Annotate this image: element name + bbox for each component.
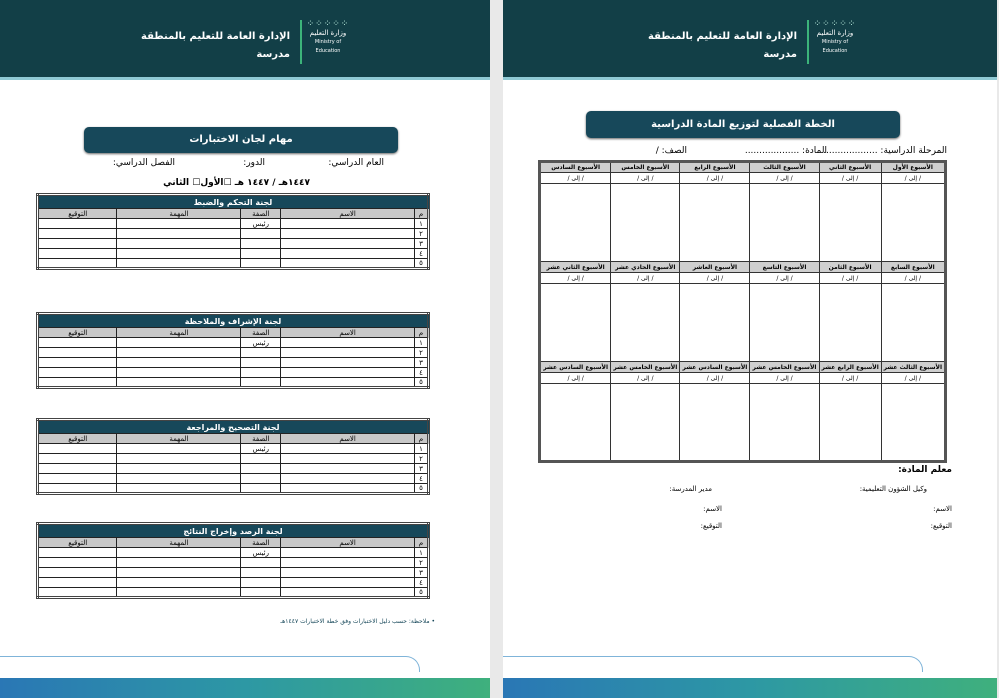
row-number: ١ bbox=[415, 219, 429, 229]
role-cell[interactable] bbox=[241, 484, 281, 494]
ministry-logo: ⁘⁘⁘⁘⁘ وزارة التعليم Ministry of Education bbox=[813, 19, 857, 54]
week-title: الأسبوع السابع bbox=[881, 262, 945, 273]
week-body-row bbox=[540, 384, 946, 462]
committee-table bbox=[36, 193, 430, 270]
task-cell[interactable] bbox=[117, 454, 241, 464]
table-row bbox=[38, 464, 429, 474]
row-number: ٣ bbox=[415, 464, 429, 474]
column-header: الاسم bbox=[281, 328, 415, 338]
task-cell[interactable] bbox=[117, 444, 241, 454]
week-title: الأسبوع الثاني bbox=[819, 162, 881, 173]
week-content-cell[interactable] bbox=[750, 184, 819, 262]
directorate-text: الإدارة العامة للتعليم بالمنطقة مدرسة bbox=[648, 31, 797, 60]
table-row bbox=[38, 219, 429, 229]
row-number: ٣ bbox=[415, 358, 429, 368]
role-cell[interactable] bbox=[241, 568, 281, 578]
directorate-text: الإدارة العامة للتعليم بالمنطقة مدرسة bbox=[141, 31, 290, 60]
column-header: م bbox=[415, 209, 429, 219]
table-row bbox=[38, 548, 429, 558]
committee-table bbox=[36, 418, 430, 495]
week-content-cell[interactable] bbox=[540, 384, 611, 462]
table-row bbox=[38, 444, 429, 454]
row-number: ٤ bbox=[415, 578, 429, 588]
header-row bbox=[38, 328, 429, 338]
committee-title-row bbox=[38, 420, 429, 434]
task-cell[interactable] bbox=[117, 558, 241, 568]
week-date-range[interactable]: / إلى / bbox=[750, 373, 819, 384]
task-cell[interactable] bbox=[117, 588, 241, 598]
row-number: ٢ bbox=[415, 558, 429, 568]
column-header: الصفة bbox=[241, 209, 281, 219]
name-cell[interactable] bbox=[281, 358, 415, 368]
column-header: م bbox=[415, 328, 429, 338]
week-content-cell[interactable] bbox=[819, 184, 881, 262]
task-cell[interactable] bbox=[117, 548, 241, 558]
week-date-range[interactable]: / إلى / bbox=[611, 173, 680, 184]
week-content-cell[interactable] bbox=[680, 284, 750, 362]
column-header: التوقيع bbox=[38, 328, 117, 338]
name-cell[interactable] bbox=[281, 464, 415, 474]
year-label: العام الدراسي: bbox=[328, 158, 384, 168]
row-number: ١ bbox=[415, 444, 429, 454]
row-number: ٢ bbox=[415, 454, 429, 464]
week-title: الأسبوع الثالث عشر bbox=[881, 362, 945, 373]
signature-cell[interactable] bbox=[38, 578, 117, 588]
row-number: ٥ bbox=[415, 484, 429, 494]
page-header bbox=[0, 0, 490, 80]
role-cell[interactable] bbox=[241, 454, 281, 464]
week-title: الأسبوع السادس عشر bbox=[680, 362, 750, 373]
divider bbox=[300, 20, 302, 64]
signature-cell[interactable] bbox=[38, 474, 117, 484]
row-number: ٥ bbox=[415, 259, 429, 269]
week-title: الأسبوع الخامس عشر bbox=[611, 362, 680, 373]
signature-cell[interactable] bbox=[38, 259, 117, 269]
role-cell[interactable] bbox=[241, 474, 281, 484]
signature-cell[interactable] bbox=[38, 358, 117, 368]
week-date-range[interactable]: / إلى / bbox=[680, 273, 750, 284]
week-title: الأسبوع الثامن bbox=[819, 262, 881, 273]
committee-title-row bbox=[38, 195, 429, 209]
role-cell[interactable]: رئيس bbox=[241, 548, 281, 558]
week-header-row bbox=[540, 362, 946, 373]
week-date-row bbox=[540, 173, 946, 184]
task-cell[interactable] bbox=[117, 219, 241, 229]
week-title: الأسبوع الثالث bbox=[750, 162, 819, 173]
page-title: الخطة الفصلية لتوزيع المادة الدراسية bbox=[586, 111, 900, 138]
task-cell[interactable] bbox=[117, 378, 241, 388]
week-date-range[interactable]: / إلى / bbox=[881, 273, 945, 284]
name-cell[interactable] bbox=[281, 484, 415, 494]
column-header: المهمة bbox=[117, 538, 241, 548]
week-date-range[interactable]: / إلى / bbox=[680, 373, 750, 384]
table-row bbox=[38, 348, 429, 358]
signature-cell[interactable] bbox=[38, 249, 117, 259]
signature-cell[interactable] bbox=[38, 338, 117, 348]
role-cell[interactable]: رئيس bbox=[241, 338, 281, 348]
committee-table bbox=[36, 312, 430, 389]
committee-title: لجنة الرصد وإخراج النتائج bbox=[38, 524, 429, 538]
footer-band bbox=[503, 678, 997, 698]
table-row bbox=[38, 338, 429, 348]
committee-title: لجنة التحكم والضبط bbox=[38, 195, 429, 209]
week-date-range[interactable]: / إلى / bbox=[540, 273, 611, 284]
week-header-row bbox=[540, 162, 946, 173]
column-header: م bbox=[415, 434, 429, 444]
table-row bbox=[38, 454, 429, 464]
role-cell[interactable] bbox=[241, 578, 281, 588]
footer-curve bbox=[503, 656, 923, 672]
week-content-cell[interactable] bbox=[750, 284, 819, 362]
week-header-row bbox=[540, 262, 946, 273]
week-title: الأسبوع الأول bbox=[881, 162, 945, 173]
task-cell[interactable] bbox=[117, 568, 241, 578]
deputy-signature-label: التوقيع: bbox=[930, 522, 952, 530]
week-date-range[interactable]: / إلى / bbox=[680, 173, 750, 184]
column-header: الصفة bbox=[241, 328, 281, 338]
week-date-range[interactable]: / إلى / bbox=[881, 173, 945, 184]
dates-line: ١٤٤٧هـ / ١٤٤٧ هـ ☐الأول☐ الثاني bbox=[163, 178, 310, 188]
week-title: الأسبوع الرابع bbox=[680, 162, 750, 173]
name-cell[interactable] bbox=[281, 348, 415, 358]
week-content-cell[interactable] bbox=[540, 184, 611, 262]
term-label: الفصل الدراسي: bbox=[112, 158, 175, 168]
signature-cell[interactable] bbox=[38, 548, 117, 558]
week-date-range[interactable]: / إلى / bbox=[611, 373, 680, 384]
row-number: ٥ bbox=[415, 588, 429, 598]
table-row bbox=[38, 568, 429, 578]
table-row bbox=[38, 578, 429, 588]
committee-title: لجنة التصحيح والمراجعة bbox=[38, 420, 429, 434]
table-row bbox=[38, 249, 429, 259]
row-number: ٤ bbox=[415, 368, 429, 378]
signature-cell[interactable] bbox=[38, 568, 117, 578]
task-cell[interactable] bbox=[117, 229, 241, 239]
week-date-range[interactable]: / إلى / bbox=[881, 373, 945, 384]
role-cell[interactable] bbox=[241, 378, 281, 388]
column-header: التوقيع bbox=[38, 209, 117, 219]
page-header bbox=[503, 0, 997, 80]
name-cell[interactable] bbox=[281, 474, 415, 484]
class-label: الصف: / bbox=[655, 146, 687, 156]
column-header: الاسم bbox=[281, 209, 415, 219]
principal-name-label: الاسم: bbox=[703, 505, 722, 513]
principal-signature-label: التوقيع: bbox=[700, 522, 722, 530]
week-title: الأسبوع الخامس عشر bbox=[750, 362, 819, 373]
signature-cell[interactable] bbox=[38, 348, 117, 358]
week-date-range[interactable]: / إلى / bbox=[540, 173, 611, 184]
role-cell[interactable] bbox=[241, 588, 281, 598]
week-title: الأسبوع العاشر bbox=[680, 262, 750, 273]
row-number: ٤ bbox=[415, 474, 429, 484]
name-cell[interactable] bbox=[281, 444, 415, 454]
week-date-range[interactable]: / إلى / bbox=[819, 373, 881, 384]
role-cell[interactable] bbox=[241, 348, 281, 358]
name-cell[interactable] bbox=[281, 368, 415, 378]
week-title: الأسبوع الحادي عشر bbox=[611, 262, 680, 273]
name-cell[interactable] bbox=[281, 249, 415, 259]
signature-cell[interactable] bbox=[38, 219, 117, 229]
column-header: الصفة bbox=[241, 538, 281, 548]
name-cell[interactable] bbox=[281, 454, 415, 464]
week-content-cell[interactable] bbox=[680, 184, 750, 262]
table-row bbox=[38, 368, 429, 378]
task-cell[interactable] bbox=[117, 578, 241, 588]
signature-cell[interactable] bbox=[38, 454, 117, 464]
signature-cell[interactable] bbox=[38, 378, 117, 388]
week-body-row bbox=[540, 184, 946, 262]
column-header: الاسم bbox=[281, 538, 415, 548]
note: • ملاحظة: حسب دليل الاختبارات وفق خطة الاختبارات ١٤٤٧هـ bbox=[280, 618, 435, 625]
column-header: م bbox=[415, 538, 429, 548]
name-cell[interactable] bbox=[281, 229, 415, 239]
task-cell[interactable] bbox=[117, 474, 241, 484]
role-cell[interactable] bbox=[241, 239, 281, 249]
footer-band bbox=[0, 678, 490, 698]
committee-table bbox=[36, 522, 430, 599]
week-date-row bbox=[540, 373, 946, 384]
week-content-cell[interactable] bbox=[680, 384, 750, 462]
column-header: الصفة bbox=[241, 434, 281, 444]
name-cell[interactable] bbox=[281, 338, 415, 348]
week-content-cell[interactable] bbox=[881, 384, 945, 462]
signature-cell[interactable] bbox=[38, 229, 117, 239]
column-header: المهمة bbox=[117, 209, 241, 219]
week-content-cell[interactable] bbox=[819, 384, 881, 462]
week-content-cell[interactable] bbox=[540, 284, 611, 362]
task-cell[interactable] bbox=[117, 259, 241, 269]
signature-cell[interactable] bbox=[38, 368, 117, 378]
week-content-cell[interactable] bbox=[611, 284, 680, 362]
row-number: ٥ bbox=[415, 378, 429, 388]
task-cell[interactable] bbox=[117, 484, 241, 494]
role-cell[interactable] bbox=[241, 259, 281, 269]
role-cell[interactable] bbox=[241, 368, 281, 378]
committee-title: لجنة الإشراف والملاحظة bbox=[38, 314, 429, 328]
role-cell[interactable] bbox=[241, 249, 281, 259]
teacher-label: معلم المادة: bbox=[898, 465, 952, 475]
row-number: ٢ bbox=[415, 229, 429, 239]
task-cell[interactable] bbox=[117, 358, 241, 368]
week-content-cell[interactable] bbox=[611, 184, 680, 262]
signature-cell[interactable] bbox=[38, 444, 117, 454]
row-number: ٢ bbox=[415, 348, 429, 358]
name-cell[interactable] bbox=[281, 568, 415, 578]
row-number: ٣ bbox=[415, 239, 429, 249]
footer-curve bbox=[0, 656, 420, 672]
column-header: المهمة bbox=[117, 328, 241, 338]
week-content-cell[interactable] bbox=[881, 184, 945, 262]
header-row bbox=[38, 538, 429, 548]
stage-label: المرحلة الدراسية: ................... bbox=[823, 146, 947, 156]
week-title: الأسبوع التاسع bbox=[750, 262, 819, 273]
table-row bbox=[38, 474, 429, 484]
signature-cell[interactable] bbox=[38, 464, 117, 474]
signature-cell[interactable] bbox=[38, 588, 117, 598]
week-title: الأسبوع السادس bbox=[540, 162, 611, 173]
committee-title-row bbox=[38, 314, 429, 328]
signature-cell[interactable] bbox=[38, 558, 117, 568]
name-cell[interactable] bbox=[281, 239, 415, 249]
table-row bbox=[38, 588, 429, 598]
round-label: الدور: bbox=[243, 158, 265, 168]
signature-cell[interactable] bbox=[38, 239, 117, 249]
task-cell[interactable] bbox=[117, 249, 241, 259]
task-cell[interactable] bbox=[117, 348, 241, 358]
page-committees bbox=[0, 0, 490, 698]
week-content-cell[interactable] bbox=[611, 384, 680, 462]
page-title: مهام لجان الاختبارات bbox=[84, 127, 398, 153]
table-row bbox=[38, 484, 429, 494]
week-content-cell[interactable] bbox=[819, 284, 881, 362]
role-cell[interactable] bbox=[241, 358, 281, 368]
name-cell[interactable] bbox=[281, 219, 415, 229]
table-row bbox=[38, 358, 429, 368]
name-cell[interactable] bbox=[281, 259, 415, 269]
row-number: ٤ bbox=[415, 249, 429, 259]
table-row bbox=[38, 239, 429, 249]
divider bbox=[807, 20, 809, 64]
task-cell[interactable] bbox=[117, 239, 241, 249]
signature-cell[interactable] bbox=[38, 484, 117, 494]
committee-title-row bbox=[38, 524, 429, 538]
deputy-name-label: الاسم: bbox=[933, 505, 952, 513]
week-body-row bbox=[540, 284, 946, 362]
deputy-label: وكيل الشؤون التعليمية: bbox=[859, 485, 927, 493]
table-row bbox=[38, 558, 429, 568]
task-cell[interactable] bbox=[117, 368, 241, 378]
week-title: الأسبوع الخامس bbox=[611, 162, 680, 173]
week-title: الأسبوع الثاني عشر bbox=[540, 262, 611, 273]
subject-label: المادة: ................... bbox=[744, 146, 827, 156]
name-cell[interactable] bbox=[281, 588, 415, 598]
week-date-range[interactable]: / إلى / bbox=[750, 173, 819, 184]
header-row bbox=[38, 434, 429, 444]
name-cell[interactable] bbox=[281, 548, 415, 558]
role-cell[interactable] bbox=[241, 558, 281, 568]
row-number: ١ bbox=[415, 548, 429, 558]
role-cell[interactable]: رئيس bbox=[241, 219, 281, 229]
column-header: المهمة bbox=[117, 434, 241, 444]
week-title: الأسبوع الرابع عشر bbox=[819, 362, 881, 373]
week-date-range[interactable]: / إلى / bbox=[750, 273, 819, 284]
role-cell[interactable]: رئيس bbox=[241, 444, 281, 454]
column-header: التوقيع bbox=[38, 434, 117, 444]
task-cell[interactable] bbox=[117, 338, 241, 348]
table-row bbox=[38, 259, 429, 269]
task-cell[interactable] bbox=[117, 464, 241, 474]
table-row bbox=[38, 229, 429, 239]
column-header: الاسم bbox=[281, 434, 415, 444]
header-row bbox=[38, 209, 429, 219]
ministry-logo: ⁘⁘⁘⁘⁘ وزارة التعليم Ministry of Education bbox=[306, 19, 350, 54]
week-date-row bbox=[540, 273, 946, 284]
name-cell[interactable] bbox=[281, 578, 415, 588]
row-number: ١ bbox=[415, 338, 429, 348]
week-title: الأسبوع السادس عشر bbox=[540, 362, 611, 373]
weekly-plan-table bbox=[538, 160, 947, 463]
role-cell[interactable] bbox=[241, 229, 281, 239]
week-date-range[interactable]: / إلى / bbox=[819, 173, 881, 184]
week-date-range[interactable]: / إلى / bbox=[540, 373, 611, 384]
name-cell[interactable] bbox=[281, 378, 415, 388]
week-content-cell[interactable] bbox=[881, 284, 945, 362]
week-date-range[interactable]: / إلى / bbox=[819, 273, 881, 284]
week-date-range[interactable]: / إلى / bbox=[611, 273, 680, 284]
table-row bbox=[38, 378, 429, 388]
week-content-cell[interactable] bbox=[750, 384, 819, 462]
principal-label: مدير المدرسة: bbox=[669, 485, 712, 493]
role-cell[interactable] bbox=[241, 464, 281, 474]
column-header: التوقيع bbox=[38, 538, 117, 548]
name-cell[interactable] bbox=[281, 558, 415, 568]
row-number: ٣ bbox=[415, 568, 429, 578]
